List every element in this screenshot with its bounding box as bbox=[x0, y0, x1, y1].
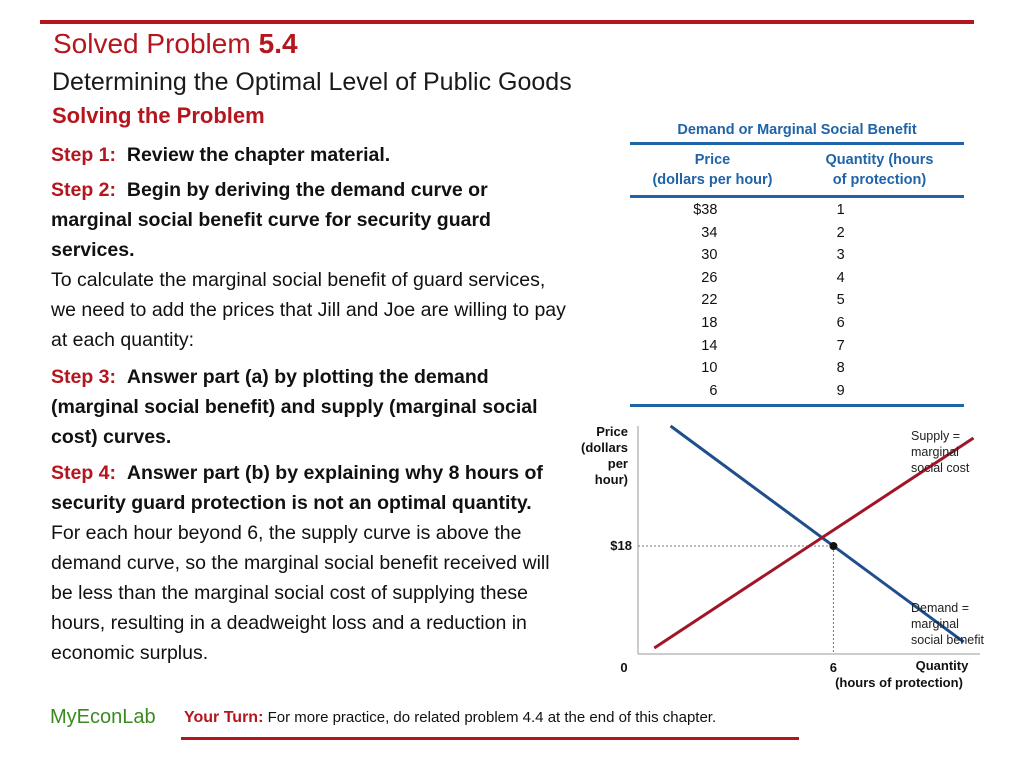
title-text: Solved Problem bbox=[53, 28, 251, 59]
table-row bbox=[630, 335, 964, 358]
demand-label bbox=[911, 601, 984, 647]
y-axis-title-line: per bbox=[607, 456, 628, 471]
step-2-label: Step 2: bbox=[51, 179, 117, 201]
x-axis-title-line: (hours of protection) bbox=[835, 675, 963, 690]
y-axis-title-line: (dollars bbox=[581, 440, 628, 455]
price-cell: 26 bbox=[701, 269, 718, 286]
table-body bbox=[630, 198, 964, 404]
step-4 bbox=[51, 458, 551, 668]
price-cell: 34 bbox=[701, 224, 718, 241]
table-title: Demand or Marginal Social Benefit bbox=[677, 122, 917, 138]
quantity-cell: 6 bbox=[836, 314, 845, 331]
supply-label bbox=[911, 429, 970, 475]
demand-table bbox=[630, 118, 964, 407]
section-heading: Solving the Problem bbox=[52, 103, 265, 128]
price-cell: 30 bbox=[701, 247, 718, 264]
page-title bbox=[53, 28, 298, 60]
your-turn bbox=[184, 709, 716, 727]
quantity-cell: 2 bbox=[836, 224, 845, 241]
step-1-desc: Review the chapter material. bbox=[126, 144, 391, 166]
quantity-cell: 5 bbox=[836, 292, 845, 309]
origin-label: 0 bbox=[620, 660, 628, 675]
y-tick-label: $18 bbox=[610, 538, 632, 553]
table-row bbox=[630, 312, 964, 335]
equilibrium-point bbox=[829, 542, 837, 550]
quantity-cell: 4 bbox=[836, 269, 845, 286]
price-cell: $38 bbox=[693, 202, 718, 218]
table-row bbox=[630, 357, 964, 380]
myeconlab-logo bbox=[50, 706, 156, 729]
table-header bbox=[630, 145, 964, 195]
step-3-desc: Answer part (a) by plotting the demand (marginal social benefit) and supply (marginal social cost) curves. bbox=[51, 366, 538, 448]
step-3-label: Step 3: bbox=[51, 366, 117, 388]
step-4-label: Step 4: bbox=[51, 462, 117, 484]
step-2 bbox=[51, 175, 567, 355]
price-cell: 10 bbox=[701, 360, 718, 377]
quantity-cell: 8 bbox=[836, 360, 845, 377]
brand-lab: Lab bbox=[122, 706, 156, 728]
title-number: 5.4 bbox=[258, 28, 298, 59]
table-row bbox=[630, 199, 964, 222]
price-cell: 18 bbox=[701, 314, 718, 331]
table-row bbox=[630, 380, 964, 403]
price-header-line-1: Price bbox=[694, 152, 731, 168]
demand-label-line: marginal bbox=[911, 617, 959, 631]
step-2-desc: Begin by deriving the demand curve or marginal social benefit curve for security guard services. bbox=[51, 179, 491, 261]
y-axis-title-line: Price bbox=[596, 424, 628, 439]
quantity-cell: 9 bbox=[836, 382, 845, 399]
price-cell: 6 bbox=[709, 382, 718, 399]
quantity-cell: 1 bbox=[836, 202, 845, 218]
price-header-line-2: (dollars per hour) bbox=[652, 172, 773, 188]
bottom-rule bbox=[181, 737, 799, 740]
qty-header-line-2: of protection) bbox=[832, 172, 927, 188]
x-tick-label: 6 bbox=[829, 660, 838, 675]
table-row bbox=[630, 222, 964, 245]
step-1-label: Step 1: bbox=[51, 144, 117, 166]
step-3 bbox=[51, 362, 567, 452]
qty-header-line-1: Quantity (hours bbox=[825, 152, 934, 168]
supply-demand-chart bbox=[560, 418, 1000, 694]
table-row bbox=[630, 289, 964, 312]
step-1 bbox=[51, 140, 567, 170]
your-turn-text: For more practice, do related problem 4.4 at the end of this chapter. bbox=[267, 709, 717, 726]
table-bottom-rule bbox=[630, 404, 964, 407]
step-2-detail: To calculate the marginal social benefit of guard services, we need to add the prices that Jill and Joe are willing to pay at each quantity: bbox=[51, 269, 566, 351]
y-axis-title bbox=[581, 424, 628, 487]
demand-label-line: social benefit bbox=[911, 633, 984, 647]
your-turn-label: Your Turn: bbox=[184, 709, 264, 726]
brand-econ: Econ bbox=[76, 706, 123, 728]
supply-label-line: marginal bbox=[911, 445, 959, 459]
step-4-detail: For each hour beyond 6, the supply curve is above the demand curve, so the marginal social benefit received will be less than the marginal social cost of supplying these hours, resulting in a deadweight loss and a reduction in economic surplus. bbox=[51, 522, 550, 664]
price-column-header bbox=[630, 150, 795, 190]
price-cell: 14 bbox=[701, 337, 718, 354]
y-axis-title-line: hour) bbox=[594, 472, 628, 487]
top-rule bbox=[40, 20, 974, 24]
quantity-cell: 3 bbox=[836, 247, 845, 264]
x-axis-title-line: Quantity bbox=[915, 658, 969, 673]
step-4-desc: Answer part (b) by explaining why 8 hours of security guard protection is not an optimal quantity. bbox=[51, 462, 543, 514]
quantity-column-header bbox=[795, 150, 964, 190]
supply-label-line: social cost bbox=[911, 461, 970, 475]
table-row bbox=[630, 244, 964, 267]
price-cell: 22 bbox=[701, 292, 718, 309]
brand-my: My bbox=[50, 706, 77, 728]
page-subtitle: Determining the Optimal Level of Public Goods bbox=[52, 68, 572, 96]
table-row bbox=[630, 267, 964, 290]
quantity-cell: 7 bbox=[836, 337, 845, 354]
demand-label-line: Demand = bbox=[911, 601, 970, 615]
supply-label-line: Supply = bbox=[911, 429, 960, 443]
